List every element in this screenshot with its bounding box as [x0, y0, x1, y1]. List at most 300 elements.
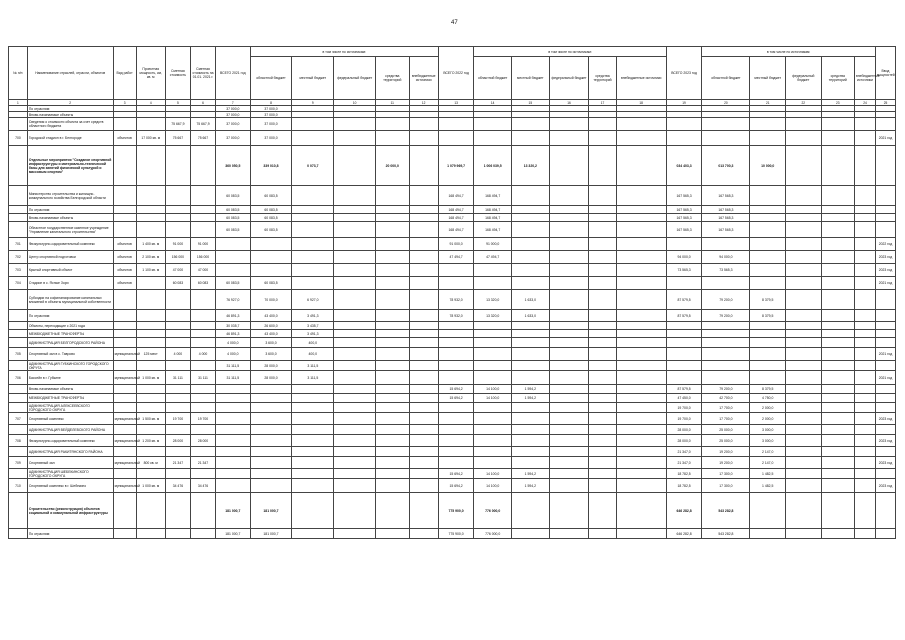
- regional-2021: [250, 479, 292, 493]
- local-2023: [750, 206, 786, 214]
- local-2021: 0 073,7: [292, 146, 334, 186]
- federal-2021: [334, 361, 376, 371]
- federal-2021: [334, 425, 376, 435]
- extrabudget-2022: [616, 131, 666, 146]
- territory-2022: [589, 479, 616, 493]
- territory-2021: [376, 131, 409, 146]
- table-row: [9, 206, 896, 214]
- column-number: 10: [334, 100, 376, 106]
- table-row: [9, 435, 896, 447]
- regional-2021: 43 400,0: [250, 330, 292, 338]
- regional-2022: [474, 425, 512, 435]
- extrabudget-2023: [855, 131, 876, 146]
- row-name: Физкультурно-оздоровительный комплекс: [27, 435, 113, 447]
- row-number: 702: [9, 251, 28, 264]
- cost-balance: 19 700: [190, 413, 215, 425]
- territory-2022: [589, 447, 616, 457]
- extrabudget-2021: [409, 457, 438, 469]
- work-type: [113, 186, 136, 206]
- regional-2021: [250, 238, 292, 251]
- capacity: [136, 146, 165, 186]
- local-2023: 1 482,5: [750, 469, 786, 479]
- federal-2021: [334, 447, 376, 457]
- territory-2023: [821, 425, 854, 435]
- territory-2023: [821, 348, 854, 361]
- local-2021: [292, 214, 334, 222]
- territory-2023: [821, 310, 854, 322]
- regional-2023: 94 000,0: [702, 251, 750, 264]
- territory-2021: [376, 222, 409, 238]
- column-number: 11: [376, 100, 409, 106]
- federal-2022: [549, 338, 589, 348]
- extrabudget-2022: [616, 277, 666, 290]
- work-type: [113, 425, 136, 435]
- territory-2023: [821, 371, 854, 385]
- federal-2021: [334, 338, 376, 348]
- federal-2023: [785, 118, 821, 131]
- work-type: муниципальный: [113, 348, 136, 361]
- federal-2022: [549, 361, 589, 371]
- total-2022: [438, 457, 474, 469]
- row-number: [9, 310, 28, 322]
- table-row: [9, 469, 896, 479]
- regional-2023: 543 282,8: [702, 493, 750, 529]
- work-type: объектов: [113, 277, 136, 290]
- commission-period: [875, 529, 895, 539]
- extrabudget-2023: [855, 238, 876, 251]
- capacity: [136, 206, 165, 214]
- table-row: [9, 361, 896, 371]
- total-2023: 19 700,0: [666, 403, 702, 413]
- territory-2023: [821, 403, 854, 413]
- commission-period: [875, 290, 895, 310]
- regional-2023: [702, 131, 750, 146]
- territory-2021: [376, 290, 409, 310]
- total-2022: [438, 277, 474, 290]
- total-2023: 167 565,3: [666, 206, 702, 214]
- federal-2023: [785, 361, 821, 371]
- capacity: 1 400 кв. м: [136, 238, 165, 251]
- territory-2023: [821, 322, 854, 330]
- regional-2023: 17 700,0: [702, 403, 750, 413]
- federal-2023: [785, 457, 821, 469]
- extrabudget-2021: [409, 529, 438, 539]
- federal-2021: [334, 394, 376, 403]
- extrabudget-2022: [616, 238, 666, 251]
- table-row: [9, 479, 896, 493]
- territory-2022: [589, 425, 616, 435]
- extrabudget-2022: [616, 251, 666, 264]
- federal-2022: [549, 435, 589, 447]
- work-type: [113, 394, 136, 403]
- row-name: По отраслям:: [27, 310, 113, 322]
- row-number: 705: [9, 348, 28, 361]
- total-2021: 60 083,5: [216, 222, 251, 238]
- table-row: [9, 403, 896, 413]
- regional-2021: 60 083,5: [250, 206, 292, 214]
- federal-2022: [549, 385, 589, 394]
- total-2023: [666, 238, 702, 251]
- total-2022: [438, 118, 474, 131]
- regional-2022: [474, 131, 512, 146]
- local-2022: [512, 413, 550, 425]
- cost-balance: 34 476: [190, 479, 215, 493]
- federal-2023: [785, 277, 821, 290]
- total-2022: [438, 425, 474, 435]
- work-type: [113, 338, 136, 348]
- local-2022: [512, 277, 550, 290]
- total-2023: 646 282,8: [666, 529, 702, 539]
- regional-2022: [474, 361, 512, 371]
- local-2023: [750, 131, 786, 146]
- row-number: [9, 403, 28, 413]
- work-type: объектов: [113, 238, 136, 251]
- total-2021: [216, 469, 251, 479]
- extrabudget-2022: [616, 264, 666, 277]
- local-2022: [512, 348, 550, 361]
- header-num: № п/п: [9, 47, 28, 100]
- territory-2022: [589, 238, 616, 251]
- federal-2022: [549, 290, 589, 310]
- column-number: 20: [702, 100, 750, 106]
- federal-2022: [549, 186, 589, 206]
- row-number: [9, 322, 28, 330]
- table-row: [9, 214, 896, 222]
- total-2021: [216, 479, 251, 493]
- territory-2021: [376, 348, 409, 361]
- local-2022: [512, 529, 550, 539]
- local-2022: [512, 131, 550, 146]
- subheader-sub-2023-0: областной бюджет: [702, 57, 750, 100]
- estimated-cost: [165, 222, 190, 238]
- extrabudget-2022: [616, 425, 666, 435]
- estimated-cost: 34 476: [165, 479, 190, 493]
- regional-2021: 28 000,0: [250, 371, 292, 385]
- extrabudget-2023: [855, 425, 876, 435]
- territory-2022: [589, 118, 616, 131]
- regional-2021: [250, 251, 292, 264]
- local-2022: 1 594,2: [512, 479, 550, 493]
- column-number: 7: [216, 100, 251, 106]
- extrabudget-2021: [409, 394, 438, 403]
- local-2023: [750, 330, 786, 338]
- extrabudget-2021: [409, 493, 438, 529]
- extrabudget-2022: [616, 413, 666, 425]
- local-2021: [292, 413, 334, 425]
- local-2021: [292, 425, 334, 435]
- capacity: [136, 330, 165, 338]
- row-number: [9, 290, 28, 310]
- federal-2021: [334, 264, 376, 277]
- local-2021: [292, 447, 334, 457]
- regional-2021: 60 083,5: [250, 214, 292, 222]
- column-number: 9: [292, 100, 334, 106]
- extrabudget-2021: [409, 251, 438, 264]
- local-2023: [750, 493, 786, 529]
- total-2023: 28 000,0: [666, 435, 702, 447]
- local-2022: [512, 338, 550, 348]
- row-name: Городской стадион в г. Белгороде: [27, 131, 113, 146]
- local-2023: 2 000,0: [750, 403, 786, 413]
- commission-period: [875, 385, 895, 394]
- regional-2023: 25 000,0: [702, 435, 750, 447]
- territory-2022: [589, 330, 616, 338]
- row-number: [9, 206, 28, 214]
- extrabudget-2022: [616, 310, 666, 322]
- work-type: [113, 206, 136, 214]
- regional-2021: 37 000,0: [250, 112, 292, 118]
- estimated-cost: [165, 425, 190, 435]
- row-name: Спортивный зал: [27, 457, 113, 469]
- extrabudget-2023: [855, 146, 876, 186]
- total-2021: 37 000,0: [216, 106, 251, 112]
- federal-2021: [334, 118, 376, 131]
- capacity: [136, 322, 165, 330]
- commission-period: [875, 493, 895, 529]
- cost-balance: [190, 385, 215, 394]
- column-number: 21: [750, 100, 786, 106]
- regional-2023: 17 700,0: [702, 413, 750, 425]
- subheader-sub-2022-4: внебюджетные источники: [616, 57, 666, 100]
- local-2022: [512, 371, 550, 385]
- row-name: АДМИНИСТРАЦИЯ ВЕЙДЕЛЕВСКОГО РАЙОНА: [27, 425, 113, 435]
- cost-balance: 60 083: [190, 277, 215, 290]
- subheader-sub-2023-3: средства территорий: [821, 57, 854, 100]
- extrabudget-2022: [616, 493, 666, 529]
- territory-2022: [589, 222, 616, 238]
- commission-period: 2021 год: [875, 348, 895, 361]
- row-name: АДМИНИСТРАЦИЯ РАКИТЯНСКОГО РАЙОНА: [27, 447, 113, 457]
- federal-2021: [334, 146, 376, 186]
- territory-2021: [376, 322, 409, 330]
- territory-2022: [589, 322, 616, 330]
- total-2022: 47 494,7: [438, 251, 474, 264]
- work-type: [113, 118, 136, 131]
- capacity: [136, 290, 165, 310]
- capacity: [136, 361, 165, 371]
- federal-2021: [334, 348, 376, 361]
- total-2021: 60 083,5: [216, 186, 251, 206]
- estimated-cost: 156 000: [165, 251, 190, 264]
- investment-table: [8, 46, 896, 539]
- total-2021: [216, 403, 251, 413]
- local-2021: [292, 222, 334, 238]
- row-number: 707: [9, 413, 28, 425]
- local-2023: 10 000,0: [750, 146, 786, 186]
- total-2023: 73 565,3: [666, 264, 702, 277]
- territory-2022: [589, 206, 616, 214]
- local-2021: 3 491,3: [292, 330, 334, 338]
- row-name: Сведения о стоимости объекта за счет средств областного бюджета: [27, 118, 113, 131]
- row-number: [9, 338, 28, 348]
- cost-balance: [190, 186, 215, 206]
- column-number: 12: [409, 100, 438, 106]
- row-number: [9, 222, 28, 238]
- table-row: [9, 264, 896, 277]
- regional-2021: 43 400,0: [250, 310, 292, 322]
- local-2021: [292, 251, 334, 264]
- local-2021: [292, 277, 334, 290]
- total-2021: [216, 264, 251, 277]
- regional-2021: [250, 403, 292, 413]
- extrabudget-2022: [616, 348, 666, 361]
- subheader-sub-2021-0: областной бюджет: [250, 57, 292, 100]
- federal-2022: [549, 529, 589, 539]
- territory-2021: [376, 479, 409, 493]
- federal-2023: [785, 310, 821, 322]
- local-2022: [512, 322, 550, 330]
- regional-2023: [702, 118, 750, 131]
- cost-balance: [190, 322, 215, 330]
- estimated-cost: [165, 529, 190, 539]
- extrabudget-2021: [409, 338, 438, 348]
- regional-2022: [474, 330, 512, 338]
- capacity: [136, 469, 165, 479]
- row-name: По отраслям:: [27, 529, 113, 539]
- regional-2021: [250, 264, 292, 277]
- subheader-sub-2022-0: областной бюджет: [474, 57, 512, 100]
- federal-2021: [334, 206, 376, 214]
- extrabudget-2021: [409, 131, 438, 146]
- federal-2022: [549, 146, 589, 186]
- total-2022: 15 694,2: [438, 394, 474, 403]
- column-number: 19: [666, 100, 702, 106]
- total-2021: [216, 385, 251, 394]
- total-2022: 78 932,0: [438, 310, 474, 322]
- territory-2021: [376, 206, 409, 214]
- extrabudget-2021: [409, 469, 438, 479]
- capacity: 1 000 кв. м: [136, 371, 165, 385]
- extrabudget-2021: [409, 435, 438, 447]
- row-number: [9, 493, 28, 529]
- header-type: Вид работ: [113, 47, 136, 100]
- total-2021: [216, 447, 251, 457]
- federal-2021: [334, 131, 376, 146]
- total-2023: 18 782,5: [666, 469, 702, 479]
- total-2022: [438, 338, 474, 348]
- local-2023: [750, 529, 786, 539]
- commission-period: [875, 322, 895, 330]
- local-2022: [512, 493, 550, 529]
- regional-2023: [702, 277, 750, 290]
- federal-2023: [785, 338, 821, 348]
- row-name: Крытый спортивный объект: [27, 264, 113, 277]
- regional-2023: [702, 348, 750, 361]
- row-number: [9, 529, 28, 539]
- extrabudget-2021: [409, 290, 438, 310]
- territory-2023: [821, 435, 854, 447]
- row-number: 700: [9, 131, 28, 146]
- total-2022: [438, 413, 474, 425]
- header-total-2022: ВСЕГО 2022 год: [438, 47, 474, 100]
- extrabudget-2022: [616, 457, 666, 469]
- territory-2022: [589, 310, 616, 322]
- work-type: [113, 361, 136, 371]
- territory-2021: [376, 529, 409, 539]
- total-2023: 034 403,3: [666, 146, 702, 186]
- territory-2023: [821, 447, 854, 457]
- regional-2022: [474, 338, 512, 348]
- regional-2021: [250, 385, 292, 394]
- extrabudget-2021: [409, 425, 438, 435]
- local-2021: 3 111,5: [292, 371, 334, 385]
- territory-2022: [589, 394, 616, 403]
- territory-2021: [376, 371, 409, 385]
- total-2022: [438, 435, 474, 447]
- regional-2022: [474, 457, 512, 469]
- capacity: [136, 277, 165, 290]
- territory-2021: [376, 435, 409, 447]
- total-2023: 87 579,5: [666, 385, 702, 394]
- extrabudget-2023: [855, 457, 876, 469]
- federal-2023: [785, 186, 821, 206]
- regional-2021: 339 010,8: [250, 146, 292, 186]
- total-2023: 87 579,5: [666, 290, 702, 310]
- commission-period: [875, 425, 895, 435]
- regional-2023: 167 565,3: [702, 206, 750, 214]
- extrabudget-2023: [855, 264, 876, 277]
- local-2022: [512, 425, 550, 435]
- federal-2022: [549, 348, 589, 361]
- local-2023: 3 000,0: [750, 435, 786, 447]
- extrabudget-2022: [616, 435, 666, 447]
- commission-period: [875, 469, 895, 479]
- estimated-cost: 60 083: [165, 277, 190, 290]
- territory-2022: [589, 403, 616, 413]
- work-type: [113, 322, 136, 330]
- federal-2021: [334, 330, 376, 338]
- regional-2022: 168 494,7: [474, 214, 512, 222]
- territory-2021: [376, 457, 409, 469]
- table-row: [9, 447, 896, 457]
- federal-2021: [334, 479, 376, 493]
- territory-2023: [821, 290, 854, 310]
- work-type: [113, 529, 136, 539]
- local-2022: 1 594,2: [512, 469, 550, 479]
- extrabudget-2022: [616, 479, 666, 493]
- total-2022: 168 494,7: [438, 206, 474, 214]
- total-2023: 28 000,0: [666, 425, 702, 435]
- estimated-cost: [165, 186, 190, 206]
- row-name: Субсидии на софинансирование капитальных вложений в объекты муниципальной собственности: [27, 290, 113, 310]
- federal-2022: [549, 457, 589, 469]
- territory-2023: [821, 186, 854, 206]
- row-name: АДМИНИСТРАЦИЯ ШЕБЕКИНСКОГО ГОРОДСКОГО ОКРУГА: [27, 469, 113, 479]
- extrabudget-2021: [409, 310, 438, 322]
- total-2021: 60 083,5: [216, 206, 251, 214]
- capacity: [136, 338, 165, 348]
- extrabudget-2022: [616, 118, 666, 131]
- extrabudget-2023: [855, 394, 876, 403]
- local-2023: [750, 118, 786, 131]
- local-2022: 1 594,2: [512, 385, 550, 394]
- capacity: [136, 222, 165, 238]
- row-number: 704: [9, 277, 28, 290]
- column-number: 2: [27, 100, 113, 106]
- territory-2021: [376, 214, 409, 222]
- total-2022: 15 694,2: [438, 479, 474, 493]
- cost-balance: [190, 493, 215, 529]
- extrabudget-2023: [855, 435, 876, 447]
- local-2021: [292, 118, 334, 131]
- federal-2023: [785, 403, 821, 413]
- row-number: [9, 425, 28, 435]
- header-name: Наименование отраслей, отрасли, объектов: [27, 47, 113, 100]
- federal-2022: [549, 131, 589, 146]
- regional-2023: [702, 361, 750, 371]
- territory-2021: [376, 330, 409, 338]
- total-2021: 60 083,5: [216, 214, 251, 222]
